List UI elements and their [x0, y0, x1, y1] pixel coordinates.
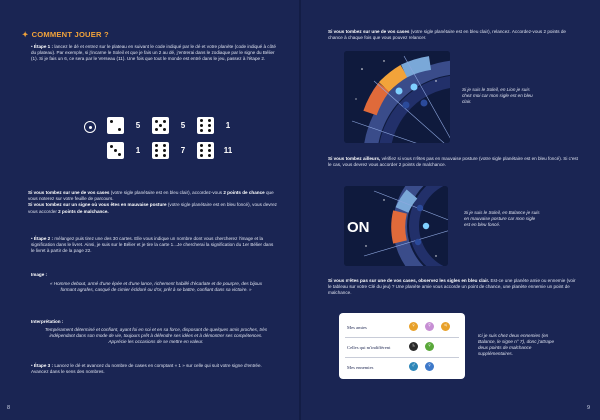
legend-label-neutral: Celles qui m'indiffèrent: [347, 345, 391, 350]
die-pip: [163, 128, 166, 131]
friends-enemies-rule: Si vous n'êtes pas sur une de vos cases, observez les sigles en bleu clair. Est-ce une planète amie ou ennemie (voir le tableau sur votre Clé du jeu) ? Une planète amie vous accorde un point de chance, une planète ennemie un point de malchance.: [328, 278, 576, 296]
board-image-balance: [344, 186, 448, 266]
caption-enemies: Ici je suis chez deux ennemies (en Balance, le signe n° 7), donc j'attrape deux points de malchance supplémentaires.: [478, 333, 555, 356]
die-pip: [163, 120, 166, 123]
die-pip: [208, 154, 211, 157]
die-pip: [163, 144, 166, 147]
planet-symbol-icon: ♃: [441, 322, 450, 331]
die-pip: [208, 124, 211, 127]
die-pip: [200, 149, 203, 152]
die-pip: [163, 149, 166, 152]
die-pip: [118, 128, 121, 131]
die-pip: [155, 120, 158, 123]
die-face-6: [152, 142, 169, 159]
planet-legend-card: [339, 313, 465, 379]
die-pip: [200, 144, 203, 147]
die-sign-number: 1: [225, 121, 231, 130]
die-face-6: [197, 142, 214, 159]
die-pip: [163, 154, 166, 157]
elsewhere-rule: Si vous tombez ailleurs, vérifiez si vous n'êtes pas en mauvaise posture (votre sigle planétaire est en bleu foncé). Si c'est le cas, vous devrez vous accorder 2 points de malchance.: [328, 156, 578, 168]
light-blue-rule: Si vous tombez sur une de vos cases (votre sigle planétaire est en bleu clair), accordez-vous 2 points de chance que vous noterez sur votre feuille de parcours. Si vous tombez sur un signe où vous êtes en mauvaise posture (votre sigle planétaire est en bleu foncé), vous devrez vous accorder 2 points de malchance.: [28, 190, 277, 214]
die-pip: [110, 145, 113, 148]
die-sign-number: 7: [180, 146, 186, 155]
die-pip: [155, 128, 158, 131]
die-pip: [155, 149, 158, 152]
star-icon: ✦: [22, 30, 29, 39]
step1-paragraph: • Étape 1 : lancez le dé et entrez sur le plateau en suivant le code indiqué par le dé et votre planète (code indiqué à côté du plateau). Par exemple, si j'incarne le Soleil et que je fais un 2 au dé, j'entrerai dans le zodiaque par le signe du Bélier (1). Si je fais un 6, ce sera par le Verseau (11). Une fois que tout le monde est entré dans le jeu, passez à l'étape 2.: [31, 44, 276, 62]
die-pip: [159, 124, 162, 127]
die-pip: [200, 129, 203, 132]
die-pip: [208, 149, 211, 152]
die-face-6: [197, 117, 214, 134]
planet-symbol-icon: ♂: [409, 362, 418, 371]
die-pip: [200, 119, 203, 122]
caption-balance: Si je suis le Soleil, en Balance je suis en mauvaise posture car mon sigle est en bleu foncé.: [464, 210, 540, 227]
caption-lion: Si je suis le Soleil, en Lion je suis chez moi car mon sigle est en bleu clair.: [462, 87, 533, 104]
die-sign-number: 11: [223, 146, 233, 155]
zodiac-wheel-illustration: [344, 51, 450, 143]
die-sign-number: 1: [135, 146, 141, 155]
die-sign-number: 5: [180, 121, 186, 130]
step3-paragraph: • Étape 3 : Lancez le dé et avancez du nombre de cases en comptant « 1 » sur celle qui suit votre signe d'entrée. Avancez dans le sens des nombres.: [31, 363, 262, 375]
interpretation-label: Interprétation :: [31, 319, 64, 324]
die-pip: [155, 144, 158, 147]
page-number: 9: [586, 405, 590, 411]
step2-paragraph: • Étape 2 : mélangez puis tirez une des 30 cartes. Elle vous indique un nombre dont vous chercherez l'image et la signification dans le livret. Ainsi, je suis sur le Bélier et je tire la carte 1...Je chercherai la signification du 1er Bélier dans le livret à partir de la page 22.: [31, 236, 274, 254]
board-sign-word: ON: [347, 219, 370, 236]
interpretation-text: Tempérament déterminé et confiant, ayant foi en soi et en sa force, disposant de quelques amis proches, très indépendant dans son mode de vie, toujours prêt à défendre ses idées et à démontrer ses compétences. Apprécie les occasions de se mettre en valeur.: [44, 327, 268, 345]
die-face-2: [107, 117, 124, 134]
die-pip: [208, 119, 211, 122]
board-image-lion: [344, 51, 450, 143]
image-description: « Homme debout, armé d'une épée et d'une lance, richement habillé d'écarlate et de pourpre, des bijoux formant agrafes, casqué de cimier écldoré ou d'or, prêt à se battre, confiant dans sa victoire. »: [49, 281, 263, 293]
die-pip: [200, 124, 203, 127]
dice-row-2: [107, 142, 234, 159]
planet-symbol-icon: ☿: [425, 322, 434, 331]
legend-label-friends: Mes amies: [347, 325, 367, 330]
die-face-5: [152, 117, 169, 134]
die-pip: [114, 149, 117, 152]
planet-symbol-icon: ♀: [409, 322, 418, 331]
zodiac-wheel-balance-illustration: [344, 186, 448, 266]
planet-symbol-icon: ♀: [425, 362, 434, 371]
die-pip: [118, 153, 121, 156]
planet-symbol-icon: ♀: [425, 342, 434, 351]
die-sign-number: 5: [135, 121, 141, 130]
page-number: 8: [7, 405, 11, 411]
die-pip: [208, 144, 211, 147]
die-pip: [155, 154, 158, 157]
legend-divider: [345, 337, 459, 338]
die-pip: [110, 120, 113, 123]
die-pip: [200, 154, 203, 157]
image-label: Image :: [31, 272, 48, 277]
legend-divider: [345, 357, 459, 358]
sun-symbol-icon: [84, 121, 96, 133]
dice-row-1: [107, 117, 234, 134]
die-face-3: [107, 142, 124, 159]
legend-label-enemies: Mes ennemies: [347, 365, 374, 370]
section-heading: ✦ COMMENT JOUER ?: [22, 30, 109, 39]
own-square-rule: Si vous tombez sur une de vos cases (votre sigle planétaire est en bleu clair), relancez. Accordez-vous 2 points de chance à chaque fois que vous pouvez relancer.: [328, 29, 566, 41]
planet-symbol-icon: ♄: [409, 342, 418, 351]
die-pip: [208, 129, 211, 132]
